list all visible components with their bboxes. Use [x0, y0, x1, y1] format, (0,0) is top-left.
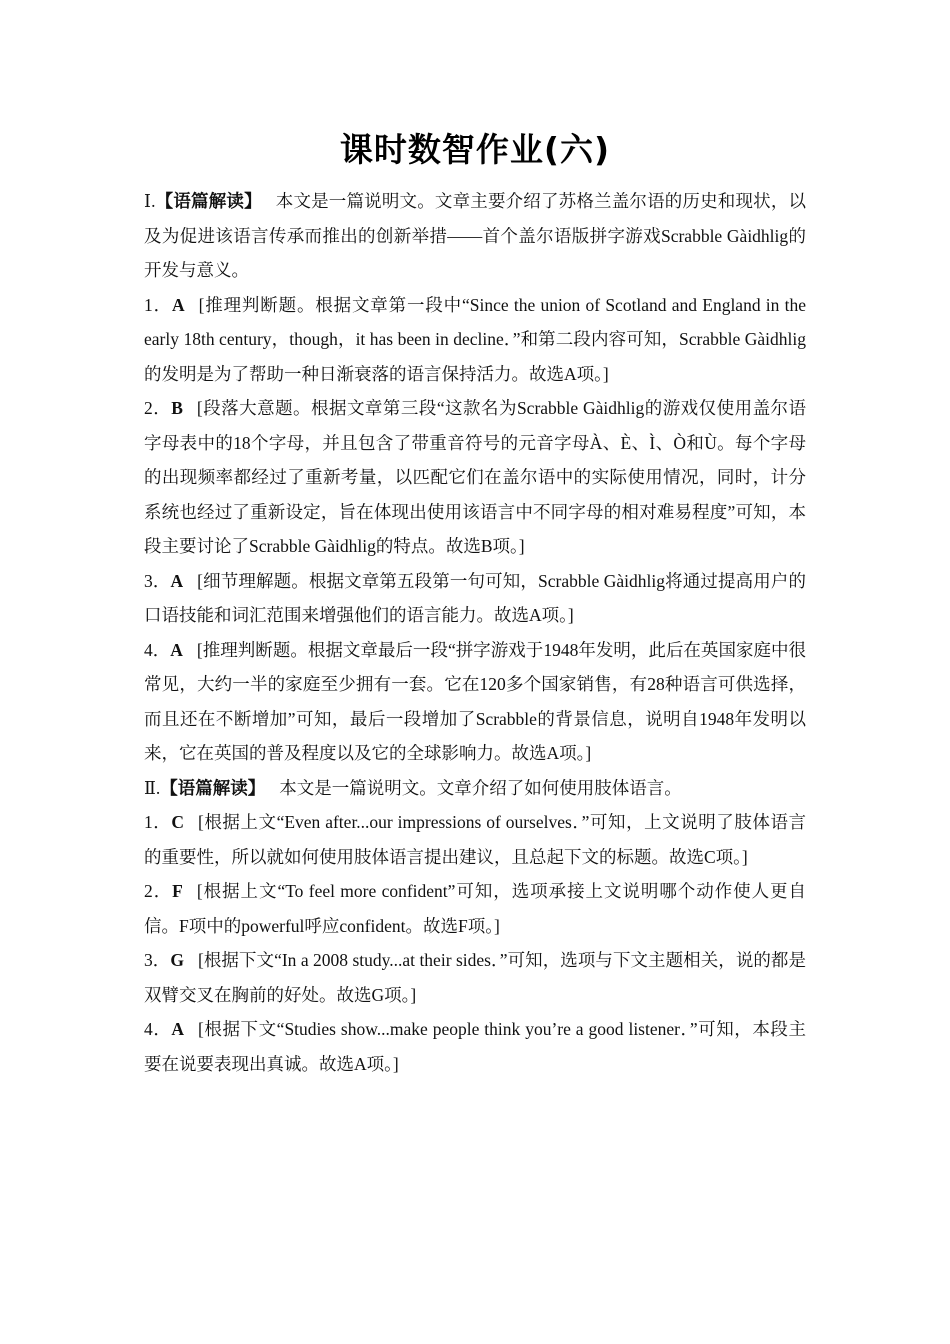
item-number: 2．	[144, 398, 172, 418]
item-answer: G	[170, 950, 184, 970]
item-number: 1．	[144, 812, 172, 832]
item-number: 4．	[144, 639, 171, 660]
section-heading: 【语篇解读】	[155, 191, 262, 211]
item-number: 3．	[144, 950, 171, 970]
answer-item	[144, 805, 806, 874]
section-summary: 本文是一篇说明文。文章主要介绍了苏格兰盖尔语的历史和现状，以及为促进该语言传承而推出的创新举措——首个盖尔语版拼字游戏Scrabble Gàidhlig的开发与意义。	[144, 191, 807, 280]
item-number: 4．	[144, 1019, 172, 1039]
item-answer: A	[170, 639, 183, 660]
section-number: Ⅰ.	[144, 191, 156, 211]
section2-intro	[144, 771, 806, 806]
item-explanation: [根据下文“Studies show...make people think you’re a good listener．”可知，本段主要在说要表现出真诚。故选A项。]	[144, 1019, 806, 1074]
item-explanation: [推理判断题。根据文章最后一段“拼字游戏于1948年发明，此后在英国家庭中很常见，大约一半的家庭至少拥有一套。它在120多个国家销售，有28种语言可供选择，而且还在不断增加”可知，最后一段增加了Scrabble的背景信息，说明自1948年发明以来，它在英国的普及程度以及它的全球影响力。故选A项。]	[144, 639, 807, 763]
item-explanation: [推理判断题。根据文章第一段中“Since the union of Scotland and England in the early 18th century，though，it has been in decline．”和第二段内容可知，Scrabble Gàidhlig的发明是为了帮助一种日渐衰落的语言保持活力。故选A项。]	[144, 294, 806, 384]
item-answer: A	[171, 294, 185, 315]
item-explanation: [根据上文“Even after...our impressions of ourselves．”可知，上文说明了肢体语言的重要性，所以就如何使用肢体语言提出建议，且总起下文的标题。故选C项。]	[144, 812, 806, 867]
item-answer: C	[171, 812, 184, 832]
answer-item	[144, 391, 806, 564]
item-explanation: [段落大意题。根据文章第三段“这款名为Scrabble Gàidhlig的游戏仅使用盖尔语字母表中的18个字母，并且包含了带重音符号的元音字母À、È、Ì、Ò和Ù。每个字母的出现频率都经过了重新考量，以匹配它们在盖尔语中的实际使用情况，同时，计分系统也经过了重新设定，旨在体现出使用该语言中不同字母的相对难易程度”可知，本段主要讨论了Scrabble Gàidhlig的特点。故选B项。]	[144, 398, 807, 556]
section-heading: 【语篇解读】	[160, 777, 266, 798]
item-number: 2．	[144, 881, 173, 901]
item-explanation: [根据下文“In a 2008 study...at their sides．”可知，选项与下文主题相关，说的都是双臂交叉在胸前的好处。故选G项。]	[144, 950, 806, 1005]
item-number: 3．	[144, 570, 171, 591]
answer-item	[144, 564, 806, 633]
item-answer: B	[171, 398, 183, 418]
item-answer: A	[170, 570, 184, 591]
answer-item	[144, 633, 806, 771]
answer-item	[144, 1012, 806, 1081]
section-number: Ⅱ.	[144, 777, 161, 798]
answer-item	[144, 288, 806, 392]
item-answer: F	[172, 881, 183, 901]
answer-item	[144, 874, 806, 943]
answer-item	[144, 943, 806, 1012]
answer-content	[144, 184, 806, 1081]
item-number: 1．	[144, 294, 172, 315]
section1-intro	[144, 184, 806, 288]
page-title: 课时数智作业(六)	[339, 130, 611, 169]
item-explanation: [根据上文“To feel more confident”可知，选项承接上文说明哪个动作使人更自信。F项中的powerful呼应confident。故选F项。]	[144, 881, 806, 936]
item-answer: A	[171, 1019, 185, 1039]
item-explanation: [细节理解题。根据文章第五段第一句可知，Scrabble Gàidhlig将通过提高用户的口语技能和词汇范围来增强他们的语言能力。故选A项。]	[144, 570, 807, 625]
section-summary: 本文是一篇说明文。文章介绍了如何使用肢体语言。	[279, 777, 682, 798]
